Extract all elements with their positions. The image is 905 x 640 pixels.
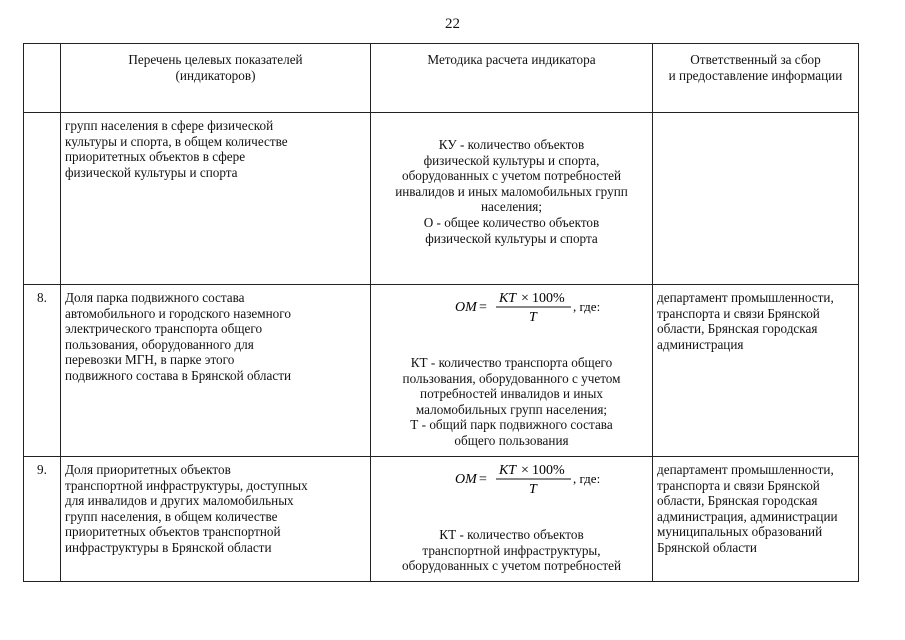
header-text-line: Перечень целевых показателей — [128, 52, 303, 67]
header-text-line: (индикаторов) — [175, 67, 256, 83]
formula-denominator: Т — [529, 310, 537, 325]
row-number: 8. — [24, 285, 61, 457]
text-line: пользования, оборудованного для — [65, 336, 254, 352]
text-line: групп населения, в общем количестве — [65, 508, 278, 524]
text-line: подвижного состава в Брянской области — [65, 367, 292, 383]
text-line: Доля парка подвижного состава — [65, 290, 245, 305]
text-line: перевозки МГН, в парке этого — [65, 352, 235, 368]
text-line: маломобильных групп населения; — [415, 401, 608, 417]
text-line: физической культуры и спорта, — [423, 152, 600, 168]
text-line: населения; — [480, 199, 543, 215]
formula-svg — [375, 289, 649, 325]
text-line: транспорта и связи Брянской — [657, 305, 820, 321]
header-text-line: Ответственный за сбор — [690, 52, 821, 67]
text-line: инвалидов и иных маломобильных групп — [395, 183, 628, 199]
text-line: инфраструктуры в Брянской области — [65, 539, 272, 555]
text-line: групп населения в сфере физической — [65, 118, 274, 133]
page-number: 22 — [445, 16, 460, 32]
formula-svg — [375, 461, 649, 497]
formula-denominator: Т — [529, 482, 537, 497]
table-header-row — [24, 44, 859, 113]
text-line: пользования, оборудованного с учетом — [402, 370, 621, 386]
header-indicators — [61, 44, 371, 113]
text-line: физической культуры и спорта — [65, 164, 238, 180]
header-text-line: и предоставление информации — [668, 67, 843, 83]
text-line: Т - общий парк подвижного состава — [410, 417, 613, 433]
table-row — [24, 285, 859, 457]
formula-equals: = — [479, 472, 487, 487]
table-row-continuation — [24, 113, 859, 285]
text-line: области, Брянская городская — [657, 493, 818, 509]
formula-multiplier: 100% — [532, 291, 565, 306]
text-line: О - общее количество объектов — [423, 214, 600, 230]
text-line: КТ - количество транспорта общего — [410, 355, 613, 370]
formula-times: × — [521, 463, 529, 478]
row-number-cell — [24, 113, 61, 285]
text-line: департамент промышленности, — [657, 462, 834, 477]
row-number: 9. — [24, 457, 61, 582]
text-line: электрического транспорта общего — [65, 321, 263, 337]
responsible-cell — [653, 113, 859, 285]
formula-multiplier: 100% — [532, 463, 565, 478]
text-line: приоритетных объектов в сфере — [65, 149, 246, 165]
method-cell — [371, 457, 653, 582]
text-line: администрация — [657, 336, 744, 352]
text-line: Брянской области — [657, 539, 757, 555]
text-line: транспортной инфраструктуры, доступных — [65, 477, 308, 493]
formula-lhs: ОМ — [455, 472, 477, 487]
text-line: муниципальных образований — [657, 524, 823, 540]
text-line: общего пользования — [454, 432, 569, 448]
formula-numerator: КТ — [499, 463, 517, 478]
responsible-cell — [653, 285, 859, 457]
formula-suffix: , где: — [573, 299, 601, 314]
text-line: КТ - количество объектов — [439, 527, 584, 542]
text-line: автомобильного и городского наземного — [65, 305, 291, 321]
header-number-cell — [24, 44, 61, 113]
formula — [375, 289, 648, 325]
text-line: для инвалидов и других маломобильных — [65, 493, 294, 509]
text-line: департамент промышленности, — [657, 290, 834, 305]
formula-times: × — [521, 291, 529, 306]
text-line: Доля приоритетных объектов — [65, 462, 231, 477]
text-line: оборудованных с учетом потребностей — [401, 168, 622, 184]
text-line: оборудованных с учетом потребностей — [401, 558, 622, 574]
method-cell — [371, 113, 653, 285]
responsible-cell — [653, 457, 859, 582]
indicators-table — [23, 43, 859, 582]
text-line: администрация, администрации — [657, 508, 838, 524]
formula-lhs: ОМ — [455, 300, 477, 315]
text-line: культуры и спорта, в общем количестве — [65, 133, 288, 149]
indicator-cell — [61, 457, 371, 582]
indicator-cell — [61, 285, 371, 457]
header-method — [371, 44, 653, 113]
table-row — [24, 457, 859, 582]
method-cell — [371, 285, 653, 457]
text-line: приоритетных объектов транспортной — [65, 524, 281, 540]
indicator-cell — [61, 113, 371, 285]
text-line: потребностей инвалидов и иных — [420, 386, 603, 402]
text-line: транспорта и связи Брянской — [657, 477, 820, 493]
header-text-line: Методика расчета индикатора — [427, 52, 596, 67]
formula-numerator: КТ — [499, 291, 517, 306]
text-line: области, Брянская городская — [657, 321, 818, 337]
header-responsible — [653, 44, 859, 113]
formula-equals: = — [479, 300, 487, 315]
text-line: транспортной инфраструктуры, — [422, 542, 601, 558]
text-line: физической культуры и спорта — [425, 230, 598, 246]
formula — [375, 461, 648, 497]
formula-suffix: , где: — [573, 471, 601, 486]
text-line: КУ - количество объектов — [438, 137, 585, 152]
